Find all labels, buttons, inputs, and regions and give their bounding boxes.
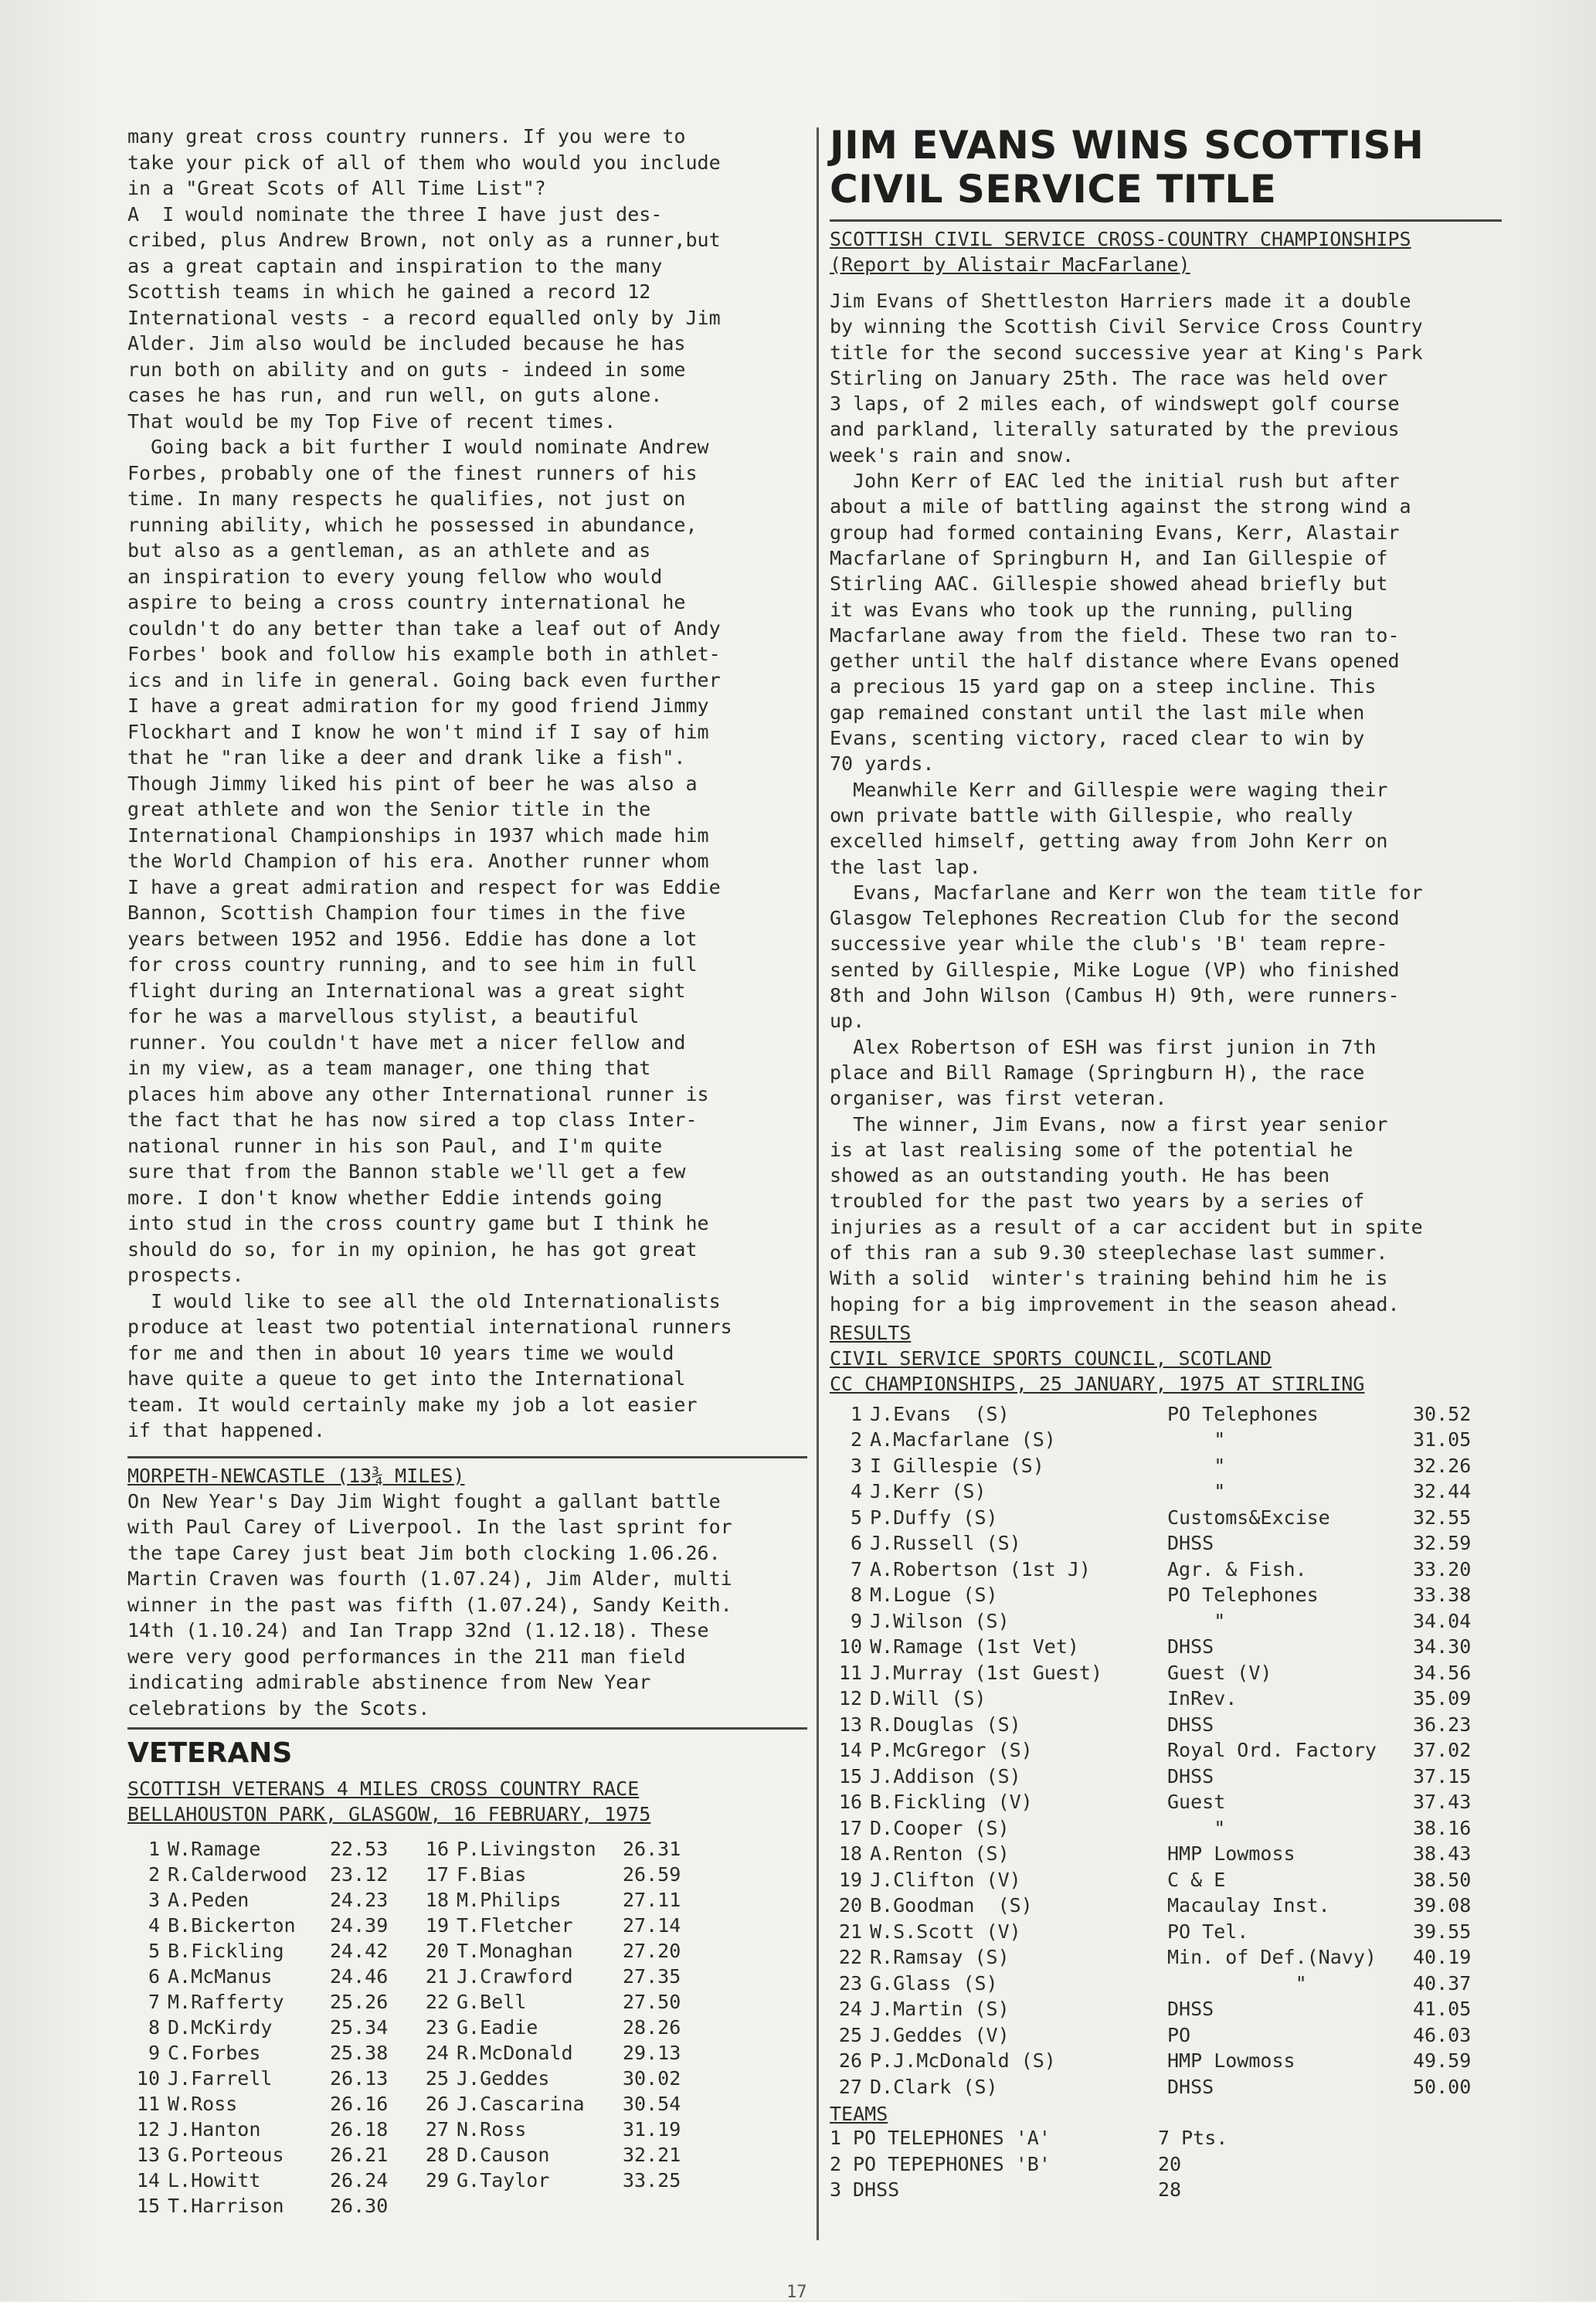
veterans-row-cell: M.Rafferty bbox=[168, 1991, 284, 2013]
veterans-row-cell: B.Fickling bbox=[168, 1940, 284, 1962]
interview-paragraph-1: many great cross country runners. If you were to take your pick of all of them who would you include in a "Great Scots of All Time List"? bbox=[127, 125, 721, 199]
veterans-row-cell: A.McManus bbox=[168, 1965, 273, 1988]
veterans-row-cell: 11 bbox=[136, 2093, 160, 2115]
teams-row bbox=[830, 2127, 1312, 2153]
veterans-row-cell: 15 bbox=[136, 2195, 160, 2217]
results-row bbox=[830, 1532, 1486, 1558]
results-row-cell: HMP Lowmoss bbox=[1167, 2049, 1295, 2073]
results-row-cell: 25 bbox=[838, 2023, 862, 2046]
veterans-row-cell: J.Crawford bbox=[457, 1965, 573, 1988]
veterans-row bbox=[127, 2118, 692, 2144]
veterans-row-cell: 27 bbox=[425, 2118, 449, 2141]
veterans-row-cell: 24.46 bbox=[330, 1965, 389, 1988]
veterans-row-cell: T.Harrison bbox=[168, 2195, 284, 2217]
section-divider bbox=[127, 1727, 807, 1730]
veterans-row-cell: J.Geddes bbox=[457, 2067, 550, 2090]
veterans-row-cell: T.Fletcher bbox=[457, 1914, 573, 1937]
veterans-row-cell: 20 bbox=[425, 1940, 449, 1962]
veterans-row-cell: 26.13 bbox=[330, 2067, 389, 2090]
veterans-row-cell: 27.50 bbox=[623, 1991, 681, 2013]
article-paragraph-1: Jim Evans of Shettleston Harriers made it a double by winning the Scottish Civil Service Cross Country title for the second successive year at King's Park Stirling on January 25th. The race was held over 3 laps, of 2 miles each, of windswept golf course and parkland, literally saturated by the previous week's rain and snow. bbox=[830, 290, 1423, 467]
veterans-row-cell: R.Calderwood bbox=[168, 1863, 307, 1886]
veterans-row-cell: T.Monaghan bbox=[457, 1940, 573, 1962]
results-subheading-2: CC CHAMPIONSHIPS, 25 JANUARY, 1975 AT STIRLING bbox=[830, 1372, 1365, 1395]
results-row-cell: 32.44 bbox=[1413, 1480, 1472, 1503]
results-table bbox=[830, 1403, 1486, 2102]
results-row-cell: 34.04 bbox=[1413, 1609, 1472, 1632]
veterans-row bbox=[127, 1991, 692, 2016]
results-row-cell: P.Duffy (S) bbox=[870, 1506, 998, 1529]
results-row-cell: " bbox=[1167, 1816, 1226, 1839]
teams-row-cell: 20 bbox=[1158, 2152, 1182, 2175]
results-row-cell: InRev. bbox=[1167, 1687, 1238, 1710]
veterans-row-cell: 7 bbox=[148, 1991, 160, 2013]
veterans-row-cell: G.Porteous bbox=[168, 2144, 284, 2166]
results-row-cell: J.Geddes (V) bbox=[870, 2023, 1010, 2046]
article-paragraph-6: The winner, Jim Evans, now a first year senior is at last realising some of the potential he showed as an outstanding youth. He has been troubled for the past two years by a series of injuries as a result of a car accident but in spite of this ran a sub 9.30 steeplechase last summer. With a solid winter's training behind him he is hoping for a big improvement in the season ahead. bbox=[830, 1112, 1423, 1316]
veterans-row-cell: 22.53 bbox=[330, 1838, 389, 1860]
results-row-cell: Customs&Excise bbox=[1167, 1506, 1330, 1529]
results-row bbox=[830, 1558, 1486, 1584]
veterans-row-cell: 3 bbox=[148, 1889, 160, 1911]
results-row-cell: 8 bbox=[850, 1584, 862, 1607]
results-row-cell: 32.26 bbox=[1413, 1454, 1472, 1477]
results-row bbox=[830, 1635, 1486, 1662]
results-row-cell: A.Macfarlane (S) bbox=[870, 1428, 1056, 1451]
results-row-cell: J.Wilson (S) bbox=[870, 1609, 1010, 1632]
results-row-cell: P.McGregor (S) bbox=[870, 1739, 1033, 1762]
veterans-row-cell: 2 bbox=[148, 1863, 160, 1886]
results-row bbox=[830, 1946, 1486, 1972]
right-column bbox=[830, 124, 1502, 2205]
veterans-row bbox=[127, 2016, 692, 2042]
results-row-cell: DHSS bbox=[1167, 1998, 1214, 2021]
veterans-row-cell: W.Ramage bbox=[168, 1838, 261, 1860]
results-row-cell: 9 bbox=[850, 1609, 862, 1632]
veterans-row-cell: 9 bbox=[148, 2042, 160, 2064]
results-row-cell: 41.05 bbox=[1413, 1998, 1472, 2021]
results-row-cell: B.Fickling (V) bbox=[870, 1791, 1033, 1814]
results-row-cell: J.Kerr (S) bbox=[870, 1480, 986, 1503]
veterans-row bbox=[127, 2144, 692, 2169]
teams-row bbox=[830, 2153, 1312, 2179]
veterans-subheading-1: SCOTTISH VETERANS 4 MILES CROSS COUNTRY RACE bbox=[127, 1777, 640, 1800]
veterans-row bbox=[127, 2169, 692, 2195]
results-row-cell: 37.02 bbox=[1413, 1739, 1472, 1762]
results-row-cell: 31.05 bbox=[1413, 1428, 1472, 1451]
veterans-row-cell: 4 bbox=[148, 1914, 160, 1937]
results-row-cell: 32.59 bbox=[1413, 1532, 1472, 1555]
veterans-row-cell: 28.26 bbox=[623, 2016, 681, 2039]
results-row-cell: PO Telephones bbox=[1167, 1402, 1319, 1425]
results-row-cell: 21 bbox=[838, 1920, 862, 1943]
results-row-cell: Royal Ord. Factory bbox=[1167, 1739, 1377, 1762]
results-row-cell: 27 bbox=[838, 2075, 862, 2098]
teams-row-cell: PO TEPEPHONES 'B' bbox=[853, 2152, 1051, 2175]
results-row-cell: 14 bbox=[838, 1739, 862, 1762]
veterans-row-cell: 25 bbox=[425, 2067, 449, 2090]
results-row-cell: J.Addison (S) bbox=[870, 1764, 1021, 1788]
results-row-cell: 16 bbox=[838, 1791, 862, 1814]
veterans-row-cell: 21 bbox=[425, 1965, 449, 1988]
results-row-cell: Guest bbox=[1167, 1791, 1226, 1814]
results-row-cell: 39.55 bbox=[1413, 1920, 1472, 1943]
results-row-cell: D.Clark (S) bbox=[870, 2075, 998, 2098]
results-row-cell: " bbox=[1167, 1609, 1226, 1632]
veterans-row bbox=[127, 2093, 692, 2118]
results-row-cell: Guest (V) bbox=[1167, 1661, 1272, 1684]
veterans-row-cell: 26.59 bbox=[623, 1863, 681, 1886]
results-row-cell: 40.19 bbox=[1413, 1946, 1472, 1969]
veterans-row bbox=[127, 2042, 692, 2067]
results-row-cell: Min. of Def.(Navy) bbox=[1167, 1946, 1377, 1969]
results-row-cell: 6 bbox=[850, 1532, 862, 1555]
veterans-row-cell: 27.11 bbox=[623, 1889, 681, 1911]
veterans-heading: VETERANS bbox=[127, 1737, 293, 1769]
results-row bbox=[830, 1894, 1486, 1920]
results-row-cell: C & E bbox=[1167, 1868, 1226, 1891]
veterans-row-cell: 10 bbox=[136, 2067, 160, 2090]
results-row-cell: 34.30 bbox=[1413, 1635, 1472, 1659]
results-row-cell: DHSS bbox=[1167, 1764, 1214, 1788]
veterans-row-cell: D.McKirdy bbox=[168, 2016, 273, 2039]
veterans-row-cell: 31.19 bbox=[623, 2118, 681, 2141]
article-subheading: SCOTTISH CIVIL SERVICE CROSS-COUNTRY CHAMPIONSHIPS bbox=[830, 228, 1411, 250]
veterans-row bbox=[127, 1965, 692, 1991]
results-row-cell: PO Tel. bbox=[1167, 1920, 1249, 1943]
results-row-cell: 18 bbox=[838, 1842, 862, 1866]
results-row bbox=[830, 1610, 1486, 1636]
results-row bbox=[830, 1687, 1486, 1713]
results-row-cell: 38.50 bbox=[1413, 1868, 1472, 1891]
veterans-row-cell: 30.02 bbox=[623, 2067, 681, 2090]
veterans-row-cell bbox=[415, 2195, 457, 2220]
results-row-cell: I Gillespie (S) bbox=[870, 1454, 1044, 1477]
veterans-row-cell: 27.20 bbox=[623, 1940, 681, 1962]
veterans-results-body bbox=[127, 1838, 692, 2220]
results-row bbox=[830, 1739, 1486, 1765]
veterans-row-cell: A.Peden bbox=[168, 1889, 250, 1911]
results-row-cell: PO bbox=[1167, 2023, 1191, 2046]
veterans-row bbox=[127, 2195, 692, 2220]
results-row-cell: 39.08 bbox=[1413, 1894, 1472, 1917]
section-divider bbox=[127, 1456, 807, 1458]
results-row-cell: 24 bbox=[838, 1998, 862, 2021]
veterans-row-cell: 26.18 bbox=[330, 2118, 389, 2141]
veterans-row-cell: 18 bbox=[425, 1889, 449, 1911]
veterans-row-cell: 26 bbox=[425, 2093, 449, 2115]
results-row-cell: 34.56 bbox=[1413, 1661, 1472, 1684]
veterans-row-cell: 23.12 bbox=[330, 1863, 389, 1886]
results-row-cell: 50.00 bbox=[1413, 2075, 1472, 2098]
veterans-row bbox=[127, 2067, 692, 2093]
veterans-row-cell: B.Bickerton bbox=[168, 1914, 296, 1937]
results-row-cell: Agr. & Fish. bbox=[1167, 1557, 1307, 1581]
veterans-row-cell: G.Taylor bbox=[457, 2169, 550, 2192]
results-row bbox=[830, 1765, 1486, 1791]
results-row-cell: 4 bbox=[850, 1480, 862, 1503]
results-row-cell: 46.03 bbox=[1413, 2023, 1472, 2046]
results-row-cell: 13 bbox=[838, 1713, 862, 1736]
veterans-row-cell: 25.38 bbox=[330, 2042, 389, 2064]
results-row bbox=[830, 2049, 1486, 2076]
results-row-cell: 35.09 bbox=[1413, 1687, 1472, 1710]
veterans-row-cell: 6 bbox=[148, 1965, 160, 1988]
results-row-cell: D.Will (S) bbox=[870, 1687, 986, 1710]
results-row-cell: 26 bbox=[838, 2049, 862, 2073]
results-row-cell: J.Russell (S) bbox=[870, 1532, 1021, 1555]
morpeth-heading: MORPETH-NEWCASTLE (13¾ MILES) bbox=[127, 1464, 465, 1487]
results-row bbox=[830, 1842, 1486, 1869]
results-row-cell: J.Clifton (V) bbox=[870, 1868, 1021, 1891]
veterans-row-cell: 23 bbox=[425, 2016, 449, 2039]
veterans-row-cell: 5 bbox=[148, 1940, 160, 1962]
results-row bbox=[830, 2076, 1486, 2102]
veterans-row-cell: 22 bbox=[425, 1991, 449, 2013]
results-row-cell: 37.43 bbox=[1413, 1791, 1472, 1814]
results-row-cell: J.Evans (S) bbox=[870, 1402, 1010, 1425]
veterans-row-cell: W.Ross bbox=[168, 2093, 238, 2115]
results-row bbox=[830, 1998, 1486, 2024]
results-row-cell: DHSS bbox=[1167, 2075, 1214, 2098]
results-row-cell: J.Murray (1st Guest) bbox=[870, 1661, 1103, 1684]
results-row-cell: 38.43 bbox=[1413, 1842, 1472, 1866]
results-row-cell: 40.37 bbox=[1413, 1971, 1472, 1995]
results-subheading-1: CIVIL SERVICE SPORTS COUNCIL, SCOTLAND bbox=[830, 1346, 1272, 1370]
results-row-cell: " bbox=[1167, 1454, 1226, 1477]
veterans-row-cell: 8 bbox=[148, 2016, 160, 2039]
results-label: RESULTS bbox=[830, 1321, 912, 1344]
results-row-cell: 33.38 bbox=[1413, 1584, 1472, 1607]
veterans-row-cell: 27.14 bbox=[623, 1914, 681, 1937]
article-byline: (Report by Alistair MacFarlane) bbox=[830, 253, 1190, 276]
teams-row-cell: PO TELEPHONES 'A' bbox=[853, 2127, 1051, 2150]
veterans-row-cell: 24.42 bbox=[330, 1940, 389, 1962]
results-row-cell: 20 bbox=[838, 1894, 862, 1917]
results-row-cell: DHSS bbox=[1167, 1532, 1214, 1555]
veterans-row-cell: 24.23 bbox=[330, 1889, 389, 1911]
veterans-row bbox=[127, 1940, 692, 1965]
results-row-cell: 17 bbox=[838, 1816, 862, 1839]
article-paragraph-2: John Kerr of EAC led the initial rush but after about a mile of battling against the strong wind a group had formed containing Evans, Kerr, Alastair Macfarlane of Springburn H, and Ian Gillespie of Stirling AAC. Gillespie showed ahead briefly but it was Evans who took up the running, pulling Macfarlane away from the field. These two ran to- gether until the half distance where Evans opened a precious 15 yard gap on a steep incline. This gap remained constant until the last mile when Evans, scenting victory, raced clear to win by 70 yards. bbox=[830, 470, 1411, 776]
veterans-row-cell: 33.25 bbox=[623, 2169, 681, 2192]
teams-row-cell: 7 Pts. bbox=[1158, 2127, 1228, 2150]
interview-paragraph-4: I would like to see all the old Internationalists produce at least two potential international runners for me and then in about 10 years time we would have quite a queue to get into the International team. It would certainly make my job a lot easier if that happened. bbox=[127, 1289, 732, 1441]
results-row-cell: 49.59 bbox=[1413, 2049, 1472, 2073]
results-row-cell: B.Goodman (S) bbox=[870, 1894, 1033, 1917]
veterans-row-cell: 14 bbox=[136, 2169, 160, 2192]
results-row-cell: DHSS bbox=[1167, 1635, 1214, 1659]
column-rule bbox=[817, 127, 819, 2240]
results-body bbox=[830, 1403, 1486, 2102]
interview-paragraph-3: Going back a bit further I would nominate Andrew Forbes, probably one of the finest runners of his time. In many respects he qualifies, not just on running ability, which he possessed in abundance, but also as a gentleman, as an athlete and as an inspiration to every young fellow who would aspire to being a cross country international he couldn't do any better than take a leaf out of Andy Forbes' book and follow his example both in athlet- ics and in life in general. Going back even further I have a great admiration for my good friend Jimmy Flockhart and I know he won't mind if I say of him that he "ran like a deer and drank like a fish". Though Jimmy liked his pint of beer he was also a great athlete and won the Senior title in the International Championships in 1937 which made him the World Champion of his era. Another runner whom I have a great admiration and respect for was Eddie Bannon, Scottish Champion four times in the five years between 1952 and 1956. Eddie has done a lot for cross country running, and to see him in full flight during an International was a great sight for he was a marvellous stylist, a beautiful runner. You couldn't have met a nicer fellow and in my view, as a team manager, one thing that places him above any other International runner is the fact that he has now sired a top class Inter- national runner in his son Paul, and I'm quite sure that from the Bannon stable we'll get a few more. I don't know whether Eddie intends going into stud in the cross country game but I think he should do so, for in my opinion, he has got great prospects. bbox=[127, 436, 721, 1286]
veterans-row-cell: 25.26 bbox=[330, 1991, 389, 2013]
results-row-cell: A.Robertson (1st J) bbox=[870, 1557, 1091, 1581]
results-row-cell: 32.55 bbox=[1413, 1506, 1472, 1529]
veterans-row-cell: 26.24 bbox=[330, 2169, 389, 2192]
article-paragraph-5: Alex Robertson of ESH was first junion in 7th place and Bill Ramage (Springburn H), the race organiser, was first veteran. bbox=[830, 1035, 1377, 1110]
results-row-cell: 23 bbox=[838, 1971, 862, 1995]
results-row bbox=[830, 1584, 1486, 1610]
veterans-row-cell: 26.21 bbox=[330, 2144, 389, 2166]
results-row-cell: W.S.Scott (V) bbox=[870, 1920, 1021, 1943]
results-row-cell: " bbox=[1167, 1428, 1226, 1451]
results-row-cell: M.Logue (S) bbox=[870, 1584, 998, 1607]
veterans-row-cell: N.Ross bbox=[457, 2118, 527, 2141]
results-row bbox=[830, 1506, 1486, 1533]
veterans-row-cell: J.Farrell bbox=[168, 2067, 273, 2090]
veterans-row-cell: 1 bbox=[148, 1838, 160, 1860]
results-row-cell: 10 bbox=[838, 1635, 862, 1659]
results-row-cell: 33.20 bbox=[1413, 1557, 1472, 1581]
results-row bbox=[830, 1817, 1486, 1843]
veterans-row-cell: C.Forbes bbox=[168, 2042, 261, 2064]
results-row bbox=[830, 1869, 1486, 1895]
results-row-cell: 1 bbox=[850, 1402, 862, 1425]
results-row-cell: " bbox=[1167, 1971, 1307, 1995]
results-row bbox=[830, 2024, 1486, 2050]
teams-label: TEAMS bbox=[830, 2103, 888, 2126]
teams-body bbox=[830, 2127, 1312, 2205]
veterans-row-cell: 29 bbox=[425, 2169, 449, 2192]
headline-rule bbox=[830, 219, 1502, 222]
morpeth-report: On New Year's Day Jim Wight fought a gallant battle with Paul Carey of Liverpool. In the last sprint for the tape Carey just beat Jim both clocking 1.06.26. Martin Craven was fourth (1.07.24), Jim Alder, multi winner in the past was fifth (1.07.24), Sandy Keith. 14th (1.10.24) and Ian Trapp 32nd (1.12.18). These were very good performances in the 211 man field indicating admirable abstinence from New Year celebrations by the Scots. bbox=[127, 1489, 732, 1720]
veterans-row-cell: 29.13 bbox=[623, 2042, 681, 2064]
veterans-row-cell: G.Bell bbox=[457, 1991, 527, 2013]
page-number: 17 bbox=[786, 2283, 807, 2302]
results-row-cell: 2 bbox=[850, 1428, 862, 1451]
results-row-cell: " bbox=[1167, 1480, 1226, 1503]
results-row-cell: DHSS bbox=[1167, 1713, 1214, 1736]
results-row-cell: D.Cooper (S) bbox=[870, 1816, 1010, 1839]
veterans-row-cell: R.McDonald bbox=[457, 2042, 573, 2064]
results-row-cell: HMP Lowmoss bbox=[1167, 1842, 1295, 1866]
results-row-cell: Macaulay Inst. bbox=[1167, 1894, 1330, 1917]
veterans-row-cell: 30.54 bbox=[623, 2093, 681, 2115]
veterans-row-cell: J.Cascarina bbox=[457, 2093, 585, 2115]
veterans-row-cell bbox=[623, 2195, 692, 2220]
teams-row-cell: 3 bbox=[830, 2178, 842, 2202]
results-row-cell: P.J.McDonald (S) bbox=[870, 2049, 1056, 2073]
veterans-row-cell: 16 bbox=[425, 1838, 449, 1860]
results-row-cell: 36.23 bbox=[1413, 1713, 1472, 1736]
interview-paragraph-2: A I would nominate the three I have just des- cribed, plus Andrew Brown, not only as a runner,but as a great captain and inspiration to the many Scottish teams in which he gained a record 12 International vests - a record equalled only by Jim Alder. Jim also would be included because he has run both on ability and on guts - indeed in some cases he has run, and run well, on guts alone. That would be my Top Five of recent times. bbox=[127, 202, 721, 433]
veterans-row-cell: P.Livingston bbox=[457, 1838, 596, 1860]
veterans-row-cell: 28 bbox=[425, 2144, 449, 2166]
results-row bbox=[830, 1480, 1486, 1506]
veterans-row-cell: F.Bias bbox=[457, 1863, 527, 1886]
teams-row bbox=[830, 2178, 1312, 2205]
results-row-cell: 22 bbox=[838, 1946, 862, 1969]
results-row-cell: PO Telephones bbox=[1167, 1584, 1319, 1607]
results-row bbox=[830, 1972, 1486, 1998]
article-headline: JIM EVANS WINS SCOTTISH CIVIL SERVICE TITLE bbox=[830, 123, 1425, 212]
results-row-cell: 19 bbox=[838, 1868, 862, 1891]
results-row-cell: 11 bbox=[838, 1661, 862, 1684]
results-row-cell: G.Glass (S) bbox=[870, 1971, 998, 1995]
results-row-cell: R.Ramsay (S) bbox=[870, 1946, 1010, 1969]
veterans-row-cell: 19 bbox=[425, 1914, 449, 1937]
results-row-cell: 7 bbox=[850, 1557, 862, 1581]
veterans-row-cell: G.Eadie bbox=[457, 2016, 538, 2039]
teams-row-cell: 2 bbox=[830, 2152, 842, 2175]
teams-table bbox=[830, 2127, 1312, 2205]
results-row bbox=[830, 1791, 1486, 1817]
results-row-cell: 3 bbox=[850, 1454, 862, 1477]
veterans-row-cell: 13 bbox=[136, 2144, 160, 2166]
results-row-cell: W.Ramage (1st Vet) bbox=[870, 1635, 1079, 1659]
teams-row-cell: 1 bbox=[830, 2127, 842, 2150]
veterans-row-cell: 26.31 bbox=[623, 1838, 681, 1860]
veterans-row-cell: M.Philips bbox=[457, 1889, 562, 1911]
veterans-row-cell: J.Hanton bbox=[168, 2118, 261, 2141]
results-row bbox=[830, 1920, 1486, 1947]
results-row-cell: 30.52 bbox=[1413, 1402, 1472, 1425]
veterans-row-cell: 27.35 bbox=[623, 1965, 681, 1988]
veterans-row-cell: 26.30 bbox=[330, 2195, 389, 2217]
veterans-row bbox=[127, 1838, 692, 1863]
results-row bbox=[830, 1403, 1486, 1429]
results-row-cell: 5 bbox=[850, 1506, 862, 1529]
article-paragraph-3: Meanwhile Kerr and Gillespie were waging their own private battle with Gillespie, who really excelled himself, getting away from John Kerr on the last lap. bbox=[830, 778, 1388, 878]
veterans-row-cell: D.Causon bbox=[457, 2144, 550, 2166]
results-row bbox=[830, 1662, 1486, 1688]
left-column bbox=[127, 124, 807, 2220]
veterans-row-cell: 32.21 bbox=[623, 2144, 681, 2166]
article-paragraph-4: Evans, Macfarlane and Kerr won the team title for Glasgow Telephones Recreation Club for the second successive year while the club's 'B' team repre- sented by Gillespie, Mike Logue (VP) who finished 8th and John Wilson (Cambus H) 9th, were runners- up. bbox=[830, 881, 1423, 1033]
results-row-cell: 38.16 bbox=[1413, 1816, 1472, 1839]
veterans-row bbox=[127, 1889, 692, 1914]
results-row-cell: 15 bbox=[838, 1764, 862, 1788]
results-row-cell: 12 bbox=[838, 1687, 862, 1710]
results-row bbox=[830, 1428, 1486, 1455]
veterans-row-cell: 12 bbox=[136, 2118, 160, 2141]
results-row bbox=[830, 1455, 1486, 1481]
teams-row-cell: 28 bbox=[1158, 2178, 1182, 2202]
veterans-results-table bbox=[127, 1838, 692, 2220]
results-row-cell: 37.15 bbox=[1413, 1764, 1472, 1788]
results-row bbox=[830, 1713, 1486, 1740]
veterans-row-cell: L.Howitt bbox=[168, 2169, 261, 2192]
veterans-row bbox=[127, 1863, 692, 1889]
veterans-row-cell: 26.16 bbox=[330, 2093, 389, 2115]
results-row-cell: J.Martin (S) bbox=[870, 1998, 1010, 2021]
veterans-row-cell: 24.39 bbox=[330, 1914, 389, 1937]
veterans-row bbox=[127, 1914, 692, 1940]
results-row-cell: A.Renton (S) bbox=[870, 1842, 1010, 1866]
teams-row-cell: DHSS bbox=[853, 2178, 900, 2202]
veterans-row-cell: 17 bbox=[425, 1863, 449, 1886]
veterans-row-cell bbox=[457, 2195, 623, 2220]
veterans-row-cell: 25.34 bbox=[330, 2016, 389, 2039]
veterans-row-cell: 24 bbox=[425, 2042, 449, 2064]
veterans-subheading-2: BELLAHOUSTON PARK, GLASGOW, 16 FEBRUARY, 1975 bbox=[127, 1803, 651, 1825]
results-row-cell: R.Douglas (S) bbox=[870, 1713, 1021, 1736]
